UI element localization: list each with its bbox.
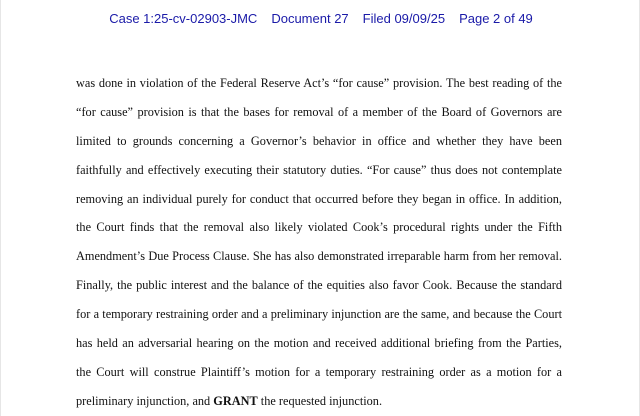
final-line-text: preliminary injunction, and <box>76 393 214 408</box>
text-line: removing an individual purely for conduct that occurred before they began in office. In addition, <box>76 191 562 206</box>
case-number: Case 1:25-cv-02903-JMC <box>109 11 258 26</box>
final-line-end: the requested injunction. <box>257 393 383 408</box>
grant-emphasis: GRANT <box>213 393 258 408</box>
text-line: “for cause” provision is that the bases for removal of a member of the Board of Governors are <box>76 104 562 119</box>
filed-date: Filed 09/09/25 <box>362 11 446 26</box>
text-line: the Court finds that the removal also likely violated Cook’s procedural rights under the Fifth <box>76 220 562 235</box>
ecf-filing-header <box>1 11 640 26</box>
page-number: Page 2 of 49 <box>459 11 533 26</box>
text-line-final <box>76 390 562 416</box>
document-number: Document 27 <box>271 11 349 26</box>
text-line: limited to grounds concerning a Governor’s behavior in office and whether they have been <box>76 133 562 148</box>
opinion-body-text <box>76 72 562 416</box>
text-line: Finally, the public interest and the balance of the equities also favor Cook. Because the standard <box>76 278 562 293</box>
text-line: the Court will construe Plaintiff’s motion for a temporary restraining order as a motion for a <box>76 364 562 379</box>
text-line: Amendment’s Due Process Clause. She has also demonstrated irreparable harm from her removal. <box>76 249 562 264</box>
text-line: was done in violation of the Federal Reserve Act’s “for cause” provision. The best reading of the <box>76 76 562 90</box>
text-line: has held an adversarial hearing on the motion and received additional briefing from the Parties, <box>76 336 562 351</box>
text-line: for a temporary restraining order and a preliminary injunction are the same, and because the Court <box>76 307 562 322</box>
text-line: faithfully and effectively executing their statutory duties. “For cause” thus does not contemplate <box>76 162 562 177</box>
